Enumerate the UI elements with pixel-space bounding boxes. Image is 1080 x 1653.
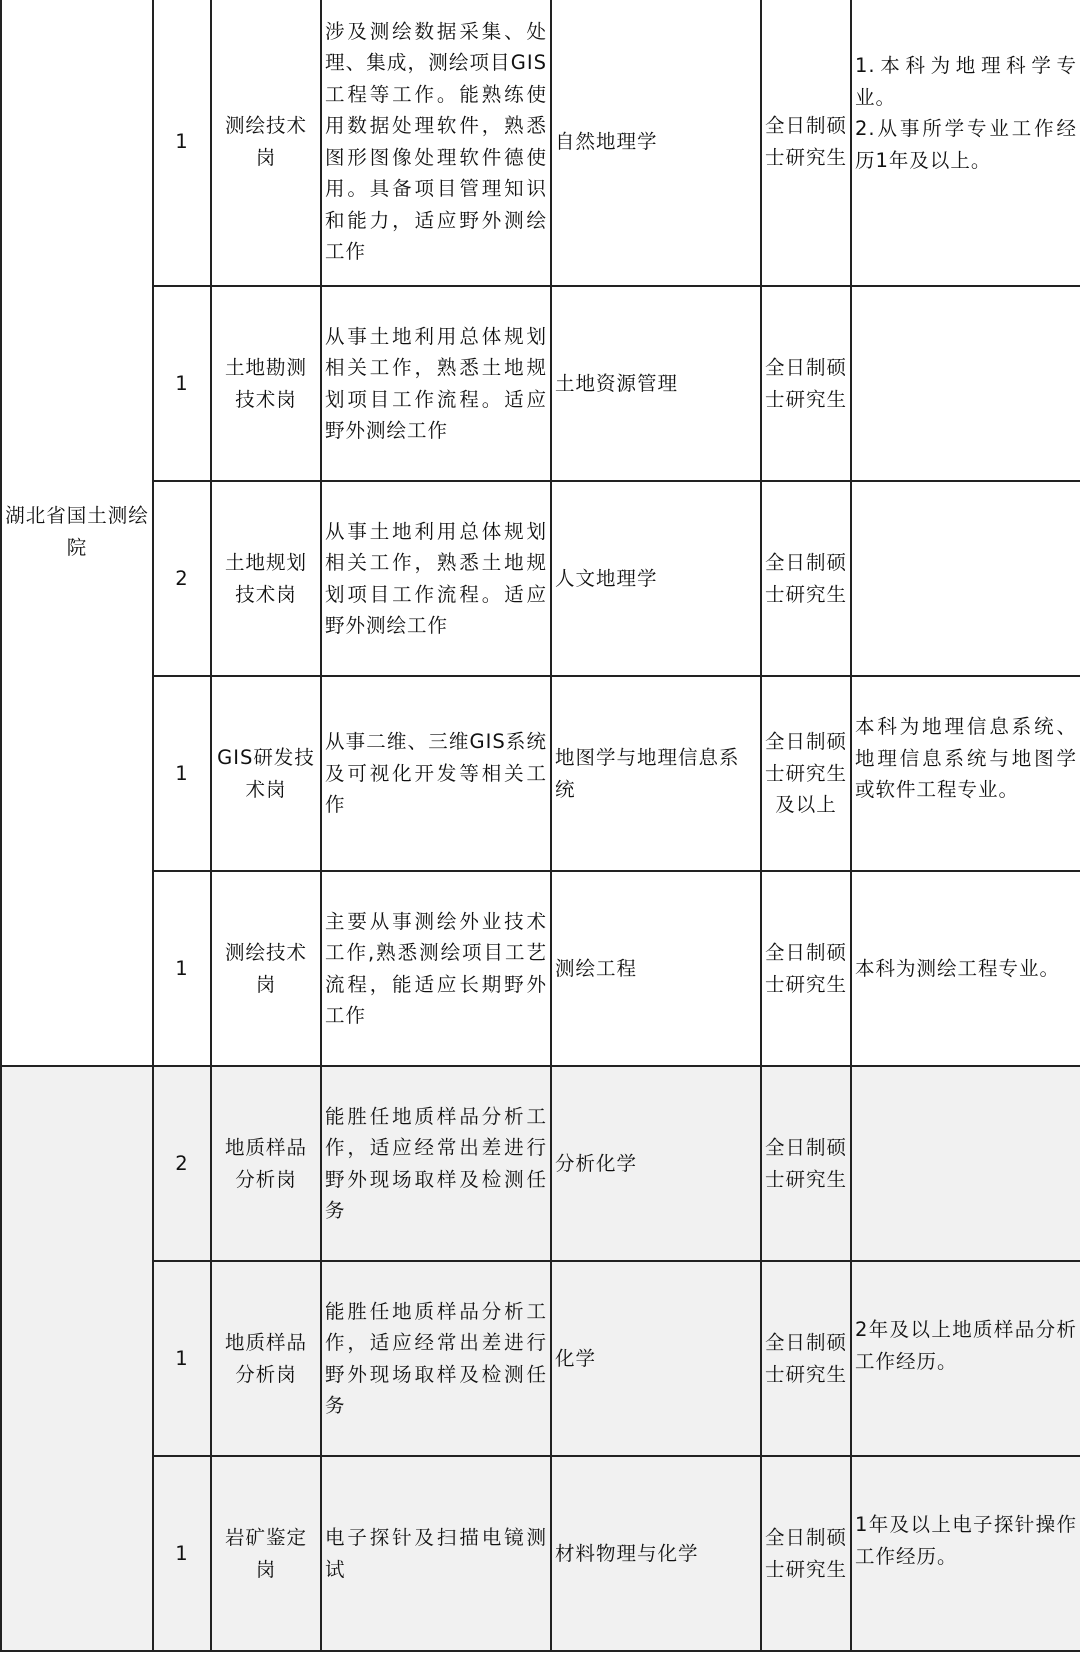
position-major: 地图学与地理信息系统 — [551, 676, 761, 871]
position-title: 地质样品分析岗 — [211, 1066, 321, 1261]
table-row — [1, 871, 1080, 1066]
position-title: 土地规划技术岗 — [211, 481, 321, 676]
position-major: 测绘工程 — [551, 871, 761, 1066]
unit-name-cell — [1, 1066, 153, 1651]
position-requirements: 本科为测绘工程专业。 — [851, 871, 1080, 1066]
position-count: 1 — [153, 871, 211, 1066]
table-row — [1, 286, 1080, 481]
requirement-line: 2.从事所学专业工作经历1年及以上。 — [855, 117, 1077, 172]
position-count: 1 — [153, 0, 211, 286]
position-duty: 电子探针及扫描电镜测试 — [321, 1456, 551, 1651]
position-major: 材料物理与化学 — [551, 1456, 761, 1651]
position-education: 全日制硕士研究生 — [761, 1066, 851, 1261]
table-row — [1, 1456, 1080, 1651]
position-requirements — [851, 1066, 1080, 1261]
position-duty: 主要从事测绘外业技术工作,熟悉测绘项目工艺流程，能适应长期野外工作 — [321, 871, 551, 1066]
table-row — [1, 1261, 1080, 1456]
position-major: 土地资源管理 — [551, 286, 761, 481]
table-row — [1, 481, 1080, 676]
position-major: 分析化学 — [551, 1066, 761, 1261]
position-count: 1 — [153, 676, 211, 871]
position-title: 岩矿鉴定岗 — [211, 1456, 321, 1651]
unit-name-cell — [1, 0, 153, 1066]
table-row — [1, 1066, 1080, 1261]
position-requirements: 1年及以上电子探针操作工作经历。 — [851, 1456, 1080, 1651]
position-requirements: 本科为地理信息系统、地理信息系统与地图学或软件工程专业。 — [851, 676, 1080, 871]
position-title: 测绘技术岗 — [211, 871, 321, 1066]
position-count: 2 — [153, 481, 211, 676]
position-requirements — [851, 481, 1080, 676]
requirement-line: 1.本科为地理科学专业。 — [855, 54, 1077, 109]
unit-name: 湖北省国土测绘院 — [5, 504, 149, 559]
position-major: 化学 — [551, 1261, 761, 1456]
position-count: 2 — [153, 1066, 211, 1261]
position-duty: 从事土地利用总体规划相关工作，熟悉土地规划项目工作流程。适应野外测绘工作 — [321, 286, 551, 481]
position-requirements: 2年及以上地质样品分析工作经历。 — [851, 1261, 1080, 1456]
table-row — [1, 676, 1080, 871]
position-duty: 从事土地利用总体规划相关工作，熟悉土地规划项目工作流程。适应野外测绘工作 — [321, 481, 551, 676]
position-title: 测绘技术岗 — [211, 0, 321, 286]
position-education: 全日制硕士研究生 — [761, 286, 851, 481]
position-title: 地质样品分析岗 — [211, 1261, 321, 1456]
position-major: 自然地理学 — [551, 0, 761, 286]
position-title: GIS研发技术岗 — [211, 676, 321, 871]
position-title: 土地勘测技术岗 — [211, 286, 321, 481]
position-education: 全日制硕士研究生 — [761, 0, 851, 286]
position-count: 1 — [153, 1261, 211, 1456]
position-duty: 从事二维、三维GIS系统及可视化开发等相关工作 — [321, 676, 551, 871]
position-requirements — [851, 286, 1080, 481]
position-major: 人文地理学 — [551, 481, 761, 676]
position-education: 全日制硕士研究生 — [761, 1261, 851, 1456]
position-education: 全日制硕士研究生及以上 — [761, 676, 851, 871]
position-education: 全日制硕士研究生 — [761, 871, 851, 1066]
position-count: 1 — [153, 1456, 211, 1651]
table-row — [1, 0, 1080, 286]
position-duty: 能胜任地质样品分析工作，适应经常出差进行野外现场取样及检测任务 — [321, 1261, 551, 1456]
position-education: 全日制硕士研究生 — [761, 1456, 851, 1651]
position-duty: 能胜任地质样品分析工作，适应经常出差进行野外现场取样及检测任务 — [321, 1066, 551, 1261]
position-education: 全日制硕士研究生 — [761, 481, 851, 676]
position-requirements — [851, 0, 1080, 286]
position-duty: 涉及测绘数据采集、处理、集成，测绘项目GIS工程等工作。能熟练使用数据处理软件，熟悉图形图像处理软件德使用。具备项目管理知识和能力，适应野外测绘工作 — [321, 0, 551, 286]
position-count: 1 — [153, 286, 211, 481]
